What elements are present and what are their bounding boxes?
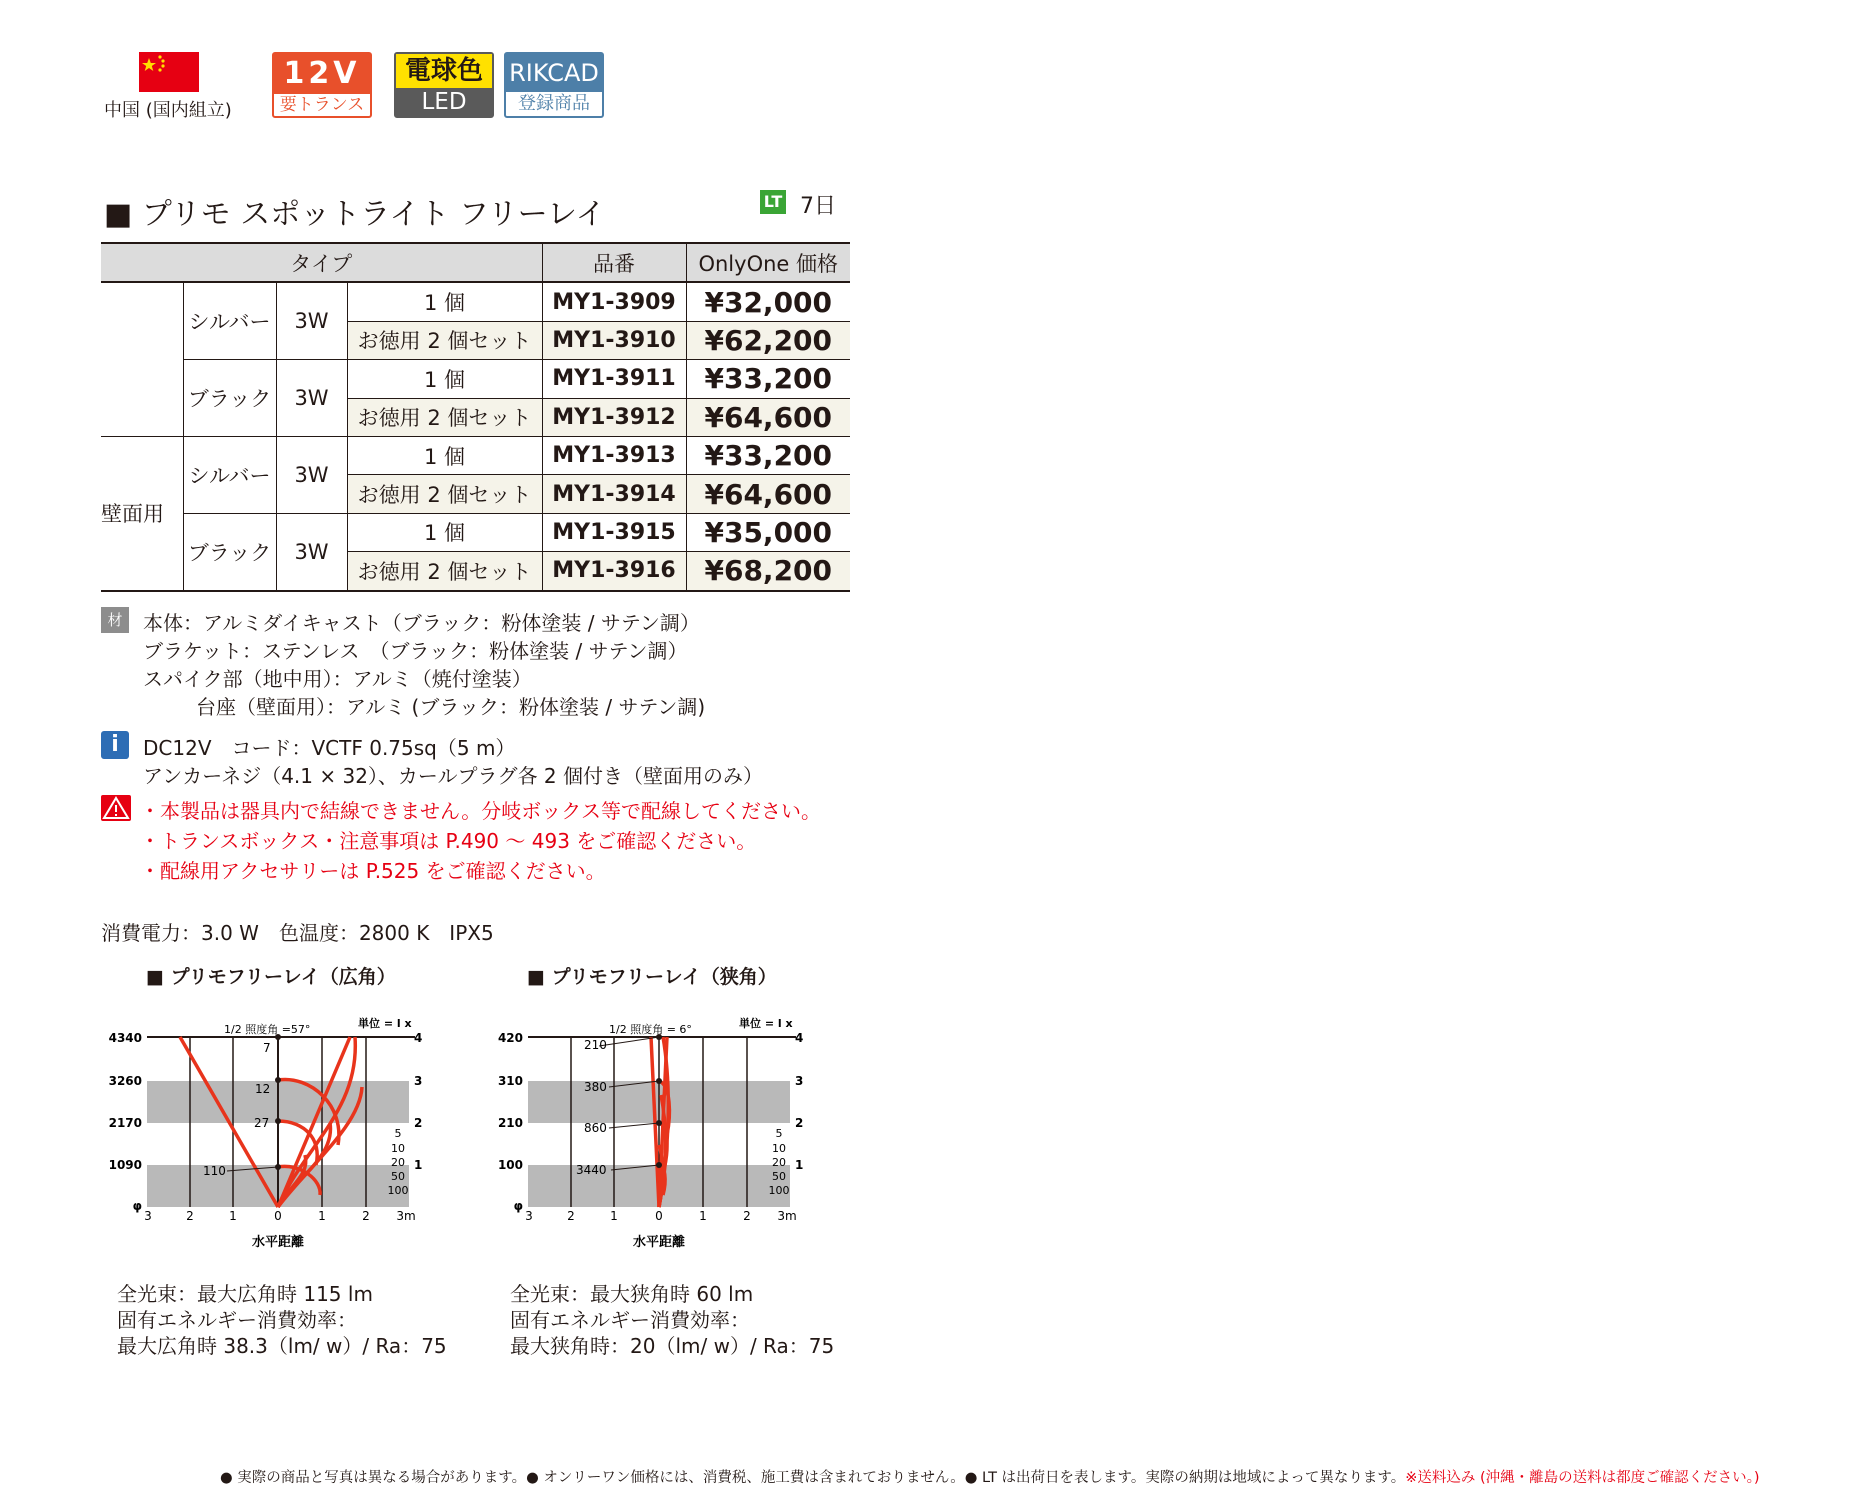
led-badge (394, 52, 494, 118)
x-axis-label: 水平距離 (251, 1235, 305, 1250)
color-cell: ブラック (183, 360, 276, 437)
code-cell: MY1-3916 (542, 552, 686, 591)
right-tick: 4 (414, 1031, 423, 1045)
watt-cell: 3W (276, 436, 347, 513)
table-header-row (101, 243, 850, 282)
left-tick: φ (132, 1199, 142, 1213)
material-line: 台座（壁面用）：アルミ (ブラック：粉体塗装 / サテン調) (196, 695, 706, 719)
table-row (101, 360, 850, 398)
price-table (101, 242, 850, 592)
x-tick: 3 (144, 1209, 152, 1223)
lux-label: 7 (263, 1041, 271, 1055)
beam-label: 1/2 照度角 =57° (224, 1023, 311, 1036)
left-tick: 420 (497, 1031, 523, 1045)
lux-label: 3440 (576, 1163, 607, 1177)
graph-title-narrow: ■ プリモフリーレイ（狭角） (527, 966, 777, 988)
qty-cell: お徳用 2 個セット (347, 475, 542, 513)
header-price: OnlyOne 価格 (686, 243, 850, 282)
beam-label: 1/2 照度角 = 6° (609, 1023, 692, 1036)
table-row (101, 436, 850, 474)
x-tick: 0 (655, 1209, 663, 1223)
warning-line: ・トランスボックス・注意事項は P.490 ～ 493 をご確認ください。 (140, 829, 757, 853)
watt-cell: 3W (276, 360, 347, 437)
side-value: 50 (772, 1170, 786, 1183)
watt-cell: 3W (276, 282, 347, 359)
side-value: 20 (772, 1156, 786, 1169)
mount-cell-blank (101, 282, 183, 436)
rikcad-badge-top: RIKCAD (506, 54, 602, 92)
code-cell: MY1-3910 (542, 321, 686, 359)
x-tick: 1 (318, 1209, 326, 1223)
left-tick: 4340 (108, 1031, 142, 1045)
product-title: ■ プリモ スポットライト フリーレイ (104, 197, 606, 232)
rikcad-badge-bottom: 登録商品 (518, 93, 590, 114)
led-badge-bottom: LED (421, 89, 467, 115)
header-code: 品番 (542, 243, 686, 282)
right-tick: 1 (414, 1158, 423, 1172)
qty-cell: 1 個 (347, 436, 542, 474)
side-value: 10 (772, 1142, 786, 1155)
side-value: 10 (391, 1142, 405, 1155)
graph-note: 最大広角時 38.3（lm/ w）/ Ra：75 (117, 1334, 447, 1358)
side-value: 50 (391, 1170, 405, 1183)
footer-shipping-note: ※送料込み (沖縄・離島の送料は都度ご確認ください。) (1405, 1470, 1760, 1486)
mount-cell: 壁面用 (101, 436, 183, 590)
x-tick: 0 (274, 1209, 282, 1223)
left-tick: 2170 (108, 1116, 142, 1130)
qty-cell: お徳用 2 個セット (347, 552, 542, 591)
right-tick: 3 (414, 1074, 423, 1088)
warning-line: ・配線用アクセサリーは P.525 をご確認ください。 (140, 859, 606, 883)
side-value: 100 (387, 1184, 409, 1197)
table-row (101, 282, 850, 321)
code-cell: MY1-3911 (542, 360, 686, 398)
graph-title-wide: ■ プリモフリーレイ（広角） (146, 966, 396, 988)
graph-note: 最大狭角時：20（lm/ w）/ Ra：75 (510, 1334, 835, 1358)
left-tick: 210 (497, 1116, 523, 1130)
header-type: タイプ (101, 243, 542, 282)
price-cell: ¥64,600 (686, 398, 850, 436)
material-line: スパイク部（地中用）：アルミ（焼付塗装） (143, 667, 532, 691)
x-tick: 3m (777, 1209, 797, 1223)
price-cell: ¥32,000 (686, 282, 850, 321)
x-tick: 2 (567, 1209, 575, 1223)
specs-line: 消費電力：3.0 W 色温度：2800 K IPX5 (101, 921, 494, 945)
right-tick: 1 (795, 1158, 804, 1172)
lux-label: 210 (584, 1038, 607, 1052)
x-axis-label: 水平距離 (632, 1235, 686, 1250)
lux-label: 12 (255, 1082, 271, 1096)
rikcad-badge (504, 52, 604, 118)
x-tick: 1 (699, 1209, 707, 1223)
left-tick: 3260 (108, 1074, 142, 1088)
right-tick: 2 (414, 1116, 423, 1130)
material-icon: 材質 (101, 607, 129, 633)
color-cell: シルバー (183, 436, 276, 513)
qty-cell: 1 個 (347, 360, 542, 398)
voltage-badge-top: 12V (274, 54, 370, 94)
right-tick: 3 (795, 1074, 804, 1088)
qty-cell: 1 個 (347, 513, 542, 551)
x-tick: 3m (396, 1209, 416, 1223)
material-line: ブラケット：ステンレス （ブラック：粉体塗装 / サテン調） (143, 639, 688, 663)
graph-note: 固有エネルギー消費効率： (117, 1308, 357, 1332)
code-cell: MY1-3914 (542, 475, 686, 513)
price-cell: ¥62,200 (686, 321, 850, 359)
unit-label: 単位 = l x (739, 1017, 793, 1030)
voltage-badge (272, 52, 372, 118)
qty-cell: 1 個 (347, 282, 542, 321)
left-tick: 1090 (108, 1158, 142, 1172)
x-tick: 2 (743, 1209, 751, 1223)
price-cell: ¥33,200 (686, 436, 850, 474)
lux-label: 110 (203, 1164, 226, 1178)
x-tick: 1 (229, 1209, 237, 1223)
qty-cell: お徳用 2 個セット (347, 398, 542, 436)
left-tick: 310 (497, 1074, 523, 1088)
graph-note: 固有エネルギー消費効率： (510, 1308, 750, 1332)
side-value: 5 (775, 1127, 783, 1140)
price-cell: ¥68,200 (686, 552, 850, 591)
lead-time-days: 7日 (800, 194, 836, 219)
footer-text: ● 実際の商品と写真は異なる場合があります。● オンリーワン価格には、消費税、施工費は含まれておりません。● LT は出荷日を表します。実際の納期は地域によって異なります。 (220, 1470, 1406, 1486)
code-cell: MY1-3915 (542, 513, 686, 551)
footer-note (220, 1466, 1760, 1487)
lt-badge: LT (760, 190, 786, 214)
warning-icon (101, 795, 131, 821)
light-distribution-graph-wide (100, 995, 430, 1255)
lux-label: 27 (254, 1116, 270, 1130)
graph-note: 全光束：最大広角時 115 lm (117, 1282, 373, 1306)
x-tick: 2 (186, 1209, 194, 1223)
color-cell: シルバー (183, 282, 276, 359)
unit-label: 単位 = l x (358, 1017, 412, 1030)
right-tick: 2 (795, 1116, 804, 1130)
x-tick: 1 (610, 1209, 618, 1223)
light-distribution-graph-narrow (481, 995, 811, 1255)
x-tick: 2 (362, 1209, 370, 1223)
info-line: DC12V コード：VCTF 0.75sq（5 m） (143, 736, 516, 760)
china-flag-icon (139, 52, 199, 92)
voltage-badge-bottom: 要トランス (279, 95, 365, 115)
warning-line: ・本製品は器具内で結線できません。分岐ボックス等で配線してください。 (140, 799, 821, 823)
graph-note: 全光束：最大狭角時 60 lm (510, 1282, 754, 1306)
right-tick: 4 (795, 1031, 804, 1045)
side-value: 20 (391, 1156, 405, 1169)
price-cell: ¥33,200 (686, 360, 850, 398)
left-tick: 100 (497, 1158, 523, 1172)
code-cell: MY1-3912 (542, 398, 686, 436)
left-tick: φ (513, 1199, 523, 1213)
x-tick: 3 (525, 1209, 533, 1223)
code-cell: MY1-3909 (542, 282, 686, 321)
side-value: 100 (768, 1184, 790, 1197)
color-cell: ブラック (183, 513, 276, 590)
price-cell: ¥35,000 (686, 513, 850, 551)
side-value: 5 (394, 1127, 402, 1140)
led-badge-top: 電球色 (396, 54, 492, 88)
price-cell: ¥64,600 (686, 475, 850, 513)
lux-label: 380 (584, 1080, 607, 1094)
qty-cell: お徳用 2 個セット (347, 321, 542, 359)
origin-caption: 中国 (国内組立) (104, 100, 232, 121)
material-line: 本体：アルミダイキャスト（ブラック：粉体塗装 / サテン調） (143, 611, 700, 635)
info-icon: i (101, 731, 129, 759)
lux-label: 860 (584, 1121, 607, 1135)
code-cell: MY1-3913 (542, 436, 686, 474)
table-row (101, 513, 850, 551)
watt-cell: 3W (276, 513, 347, 590)
info-line: アンカーネジ（4.1 × 32）、カールプラグ各 2 個付き（壁面用のみ） (143, 764, 763, 788)
